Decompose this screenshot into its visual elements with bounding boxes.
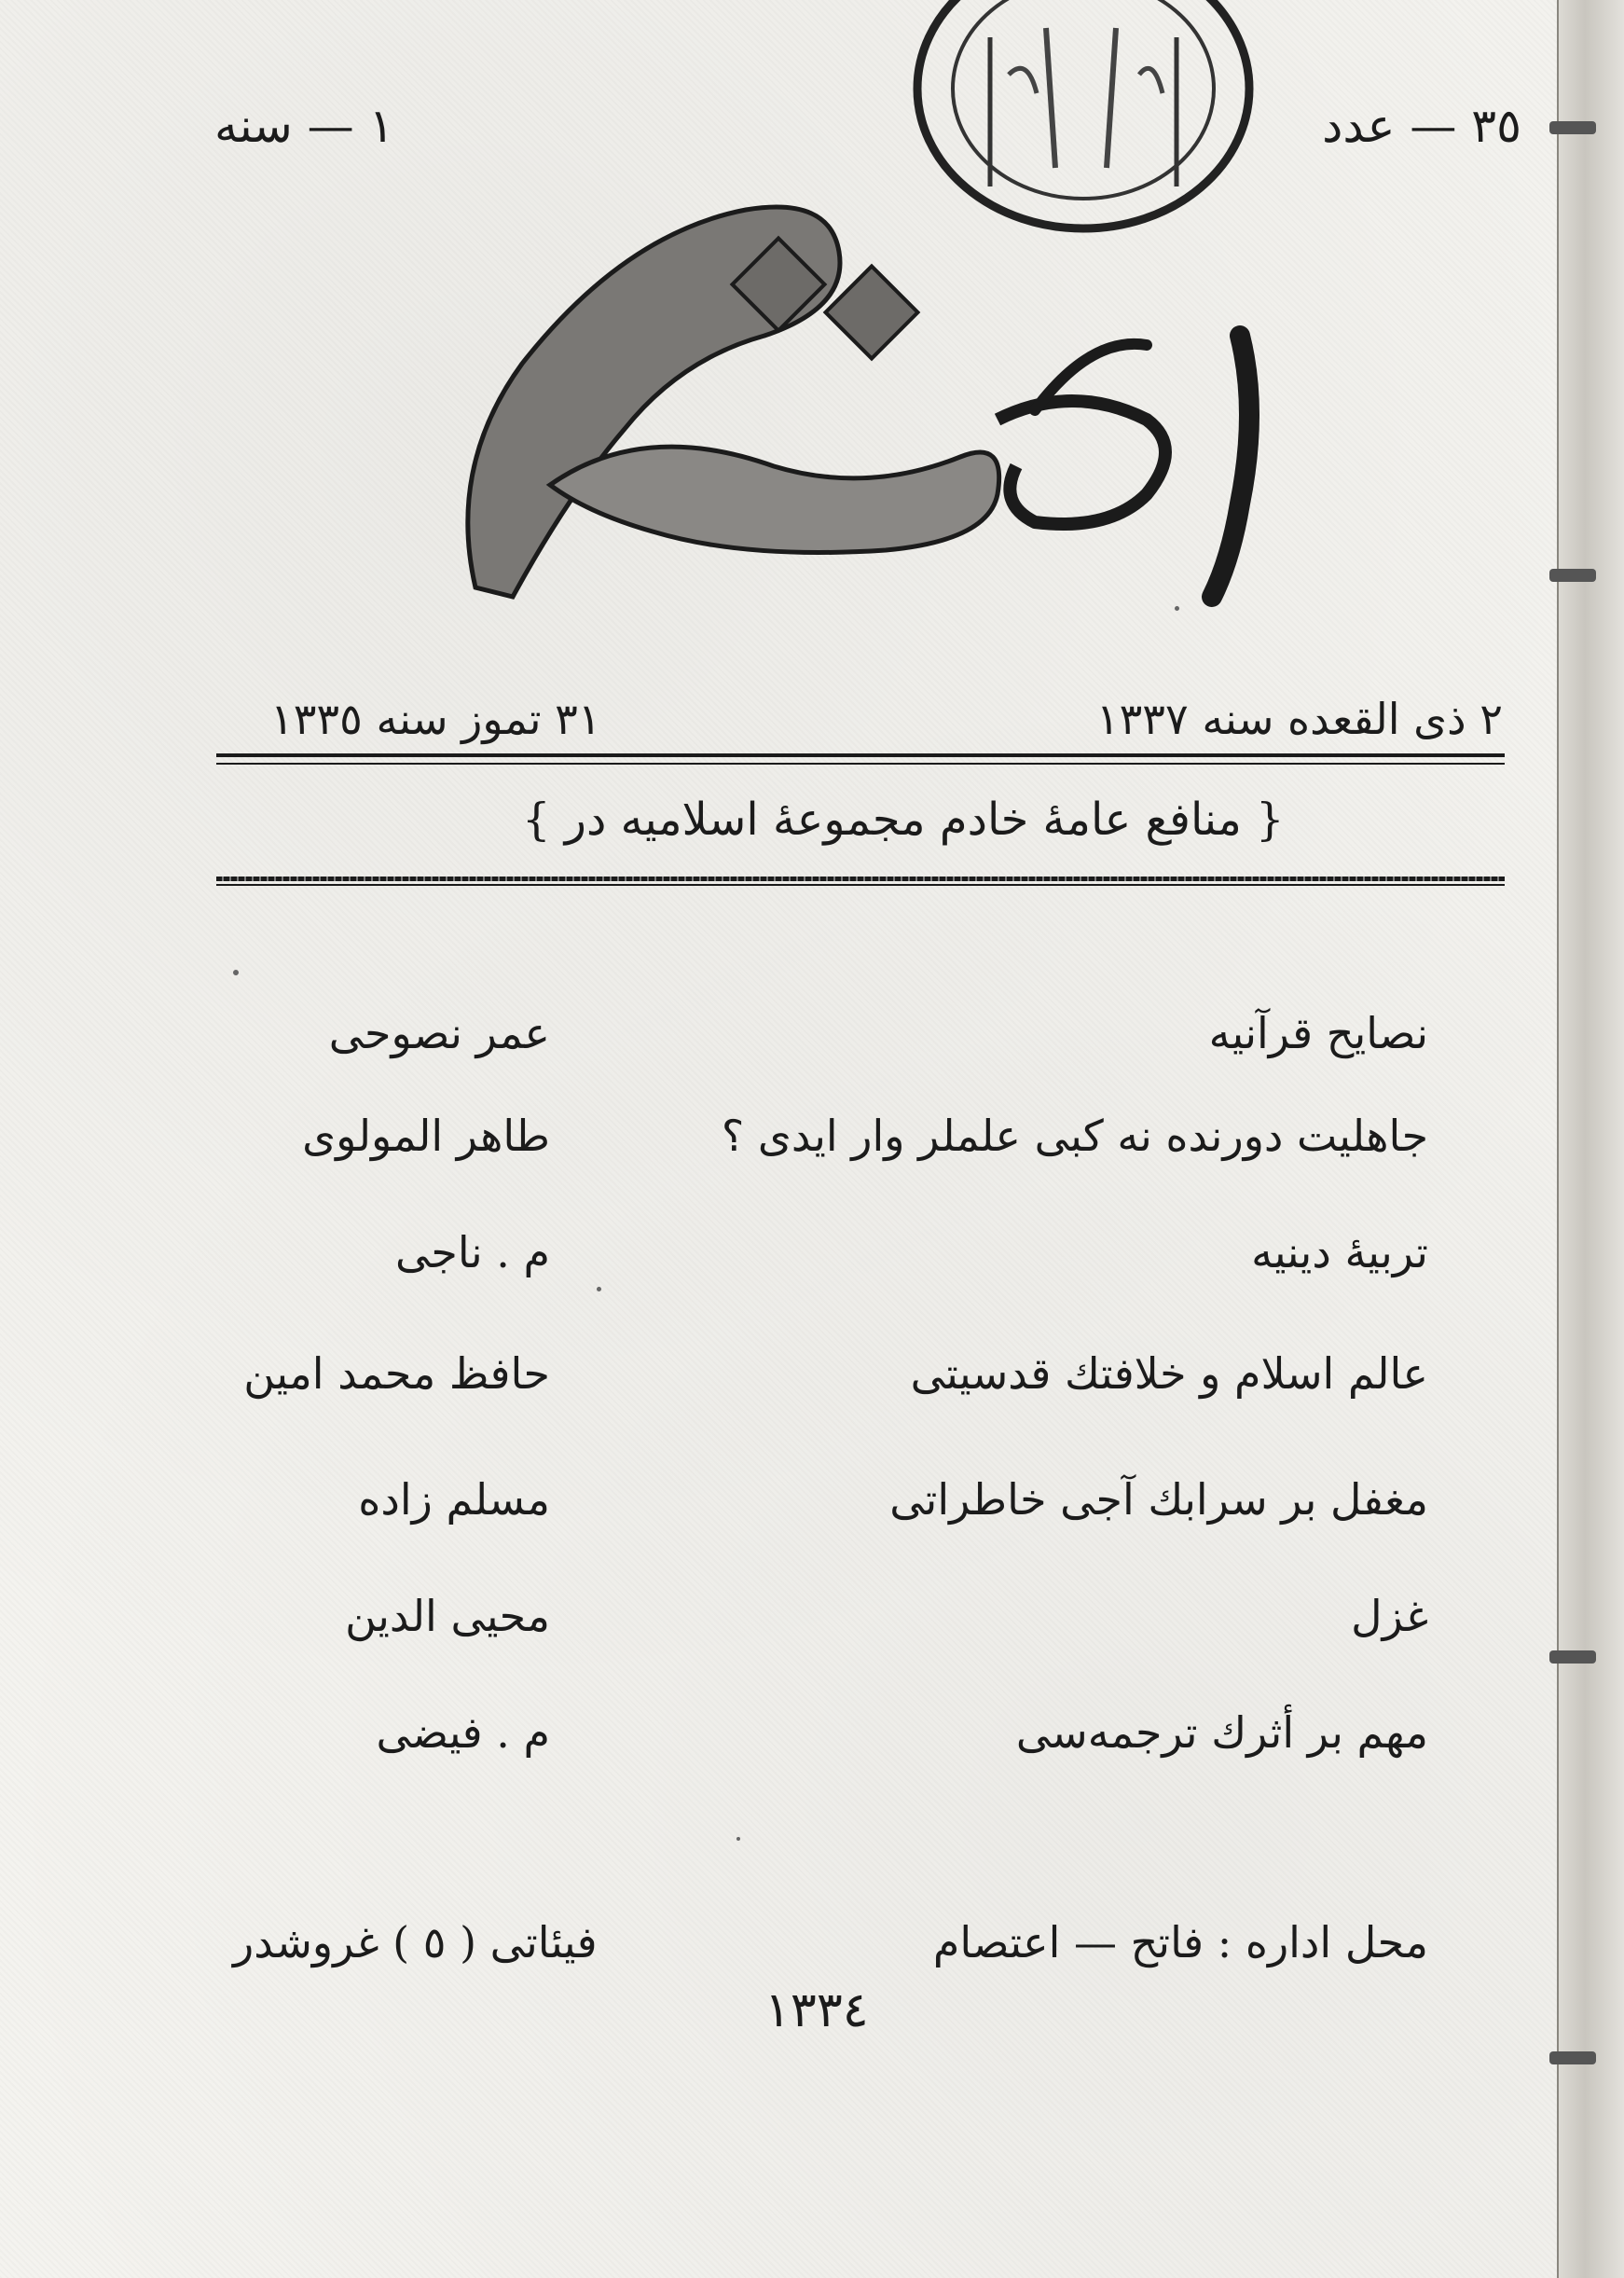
double-rule-top: [216, 763, 1505, 765]
paper-speck: [1175, 606, 1179, 611]
binding-clip: [1549, 2051, 1596, 2064]
contents-author: عمر نصوحی: [328, 1008, 550, 1058]
double-rule-bottom: [216, 877, 1505, 881]
paper-speck: [736, 1837, 740, 1841]
issue-number: ٣٥ — عدد: [1322, 99, 1521, 153]
paper-speck: [233, 970, 239, 975]
office-address: محل اداره : فاتح — اعتصام: [932, 1917, 1428, 1967]
paper-speck: [597, 1287, 601, 1291]
contents-title: غزل: [1351, 1591, 1428, 1641]
binding-clip: [1549, 1650, 1596, 1664]
double-rule-top: [216, 753, 1505, 757]
contents-title: تربیهٔ دینیه: [1251, 1227, 1428, 1277]
rumi-date: ٣١ تموز سنه ١٣٣٥: [270, 694, 601, 744]
contents-author: م . فیضی: [376, 1707, 550, 1758]
binding-clip: [1549, 121, 1596, 134]
contents-author: م . ناجی: [395, 1227, 550, 1277]
binding-edge: [1557, 0, 1624, 2278]
hijri-date: ٢ ذی القعده سنه ١٣٣٧: [1095, 694, 1503, 744]
contents-author: محیی الدین: [345, 1591, 550, 1641]
double-rule-bottom: [216, 884, 1505, 886]
contents-title: عالم اسلام و خلافتك قدسیتی: [910, 1348, 1428, 1399]
masthead-logo: [438, 186, 1296, 643]
subtitle-banner: { منافع عامهٔ خادم مجموعهٔ اسلامیه در }: [522, 794, 1285, 846]
contents-title: جاهلیت دورنده نه کبی علملر وار ایدی ؟: [721, 1111, 1428, 1161]
contents-author: مسلم زاده: [358, 1474, 550, 1525]
binding-clip: [1549, 569, 1596, 582]
volume-number: ١ — سنه: [214, 99, 394, 153]
publication-year: ١٣٣٤: [764, 1982, 869, 2038]
contents-title: مهم بر أثرك ترجمه‌سی: [1015, 1707, 1428, 1758]
contents-title: مغفل بر سرابك آجی خاطراتی: [889, 1474, 1428, 1525]
price: فیئاتی ( ٥ ) غروشدر: [233, 1917, 598, 1967]
contents-title: نصایح قرآنیه: [1208, 1008, 1428, 1058]
contents-author: حافظ محمد امین: [243, 1348, 550, 1399]
contents-author: طاهر المولوی: [302, 1111, 550, 1161]
